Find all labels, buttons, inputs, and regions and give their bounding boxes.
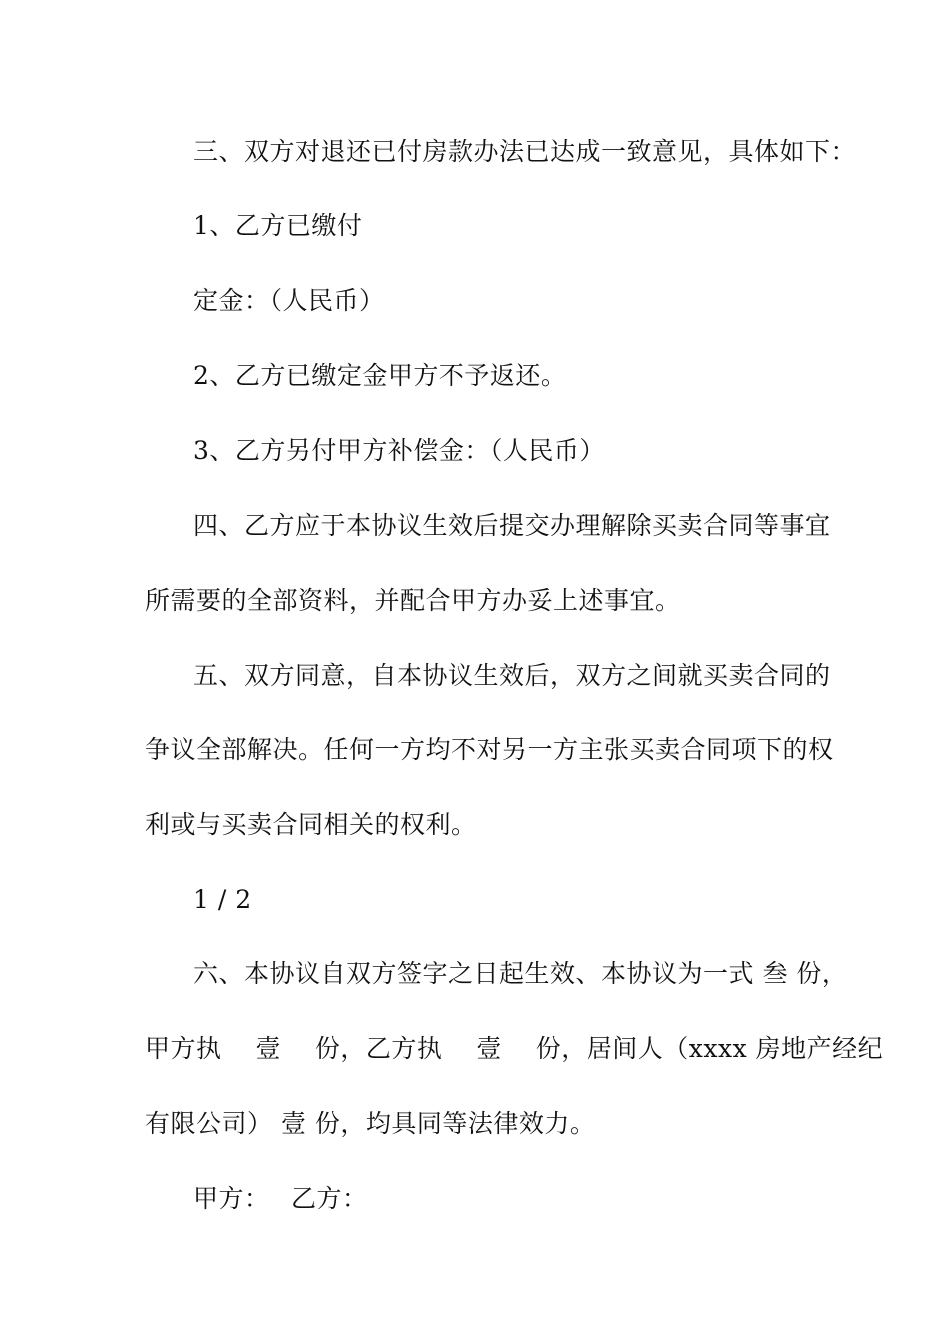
- clause-3-item-1: 1、乙方已缴付: [193, 211, 363, 240]
- clause-6-line-1: 六、本协议自双方签字之日起生效、本协议为一式 叁 份，: [193, 959, 848, 988]
- clause-6-line-2: 甲方执 壹 份，乙方执 壹 份，居间人（xxxx 房地产经纪: [145, 1034, 884, 1063]
- clause-3-item-3: 3、乙方另付甲方补偿金：（人民币）: [193, 436, 605, 465]
- signature-line: 甲方： 乙方：: [193, 1184, 368, 1213]
- page-number: 1 / 2: [193, 885, 252, 914]
- clause-5-line-1: 五、双方同意，自本协议生效后，双方之间就买卖合同的: [193, 661, 831, 690]
- clause-4-line-2: 所需要的全部资料，并配合甲方办妥上述事宜。: [145, 586, 681, 615]
- clause-5-line-2: 争议全部解决。任何一方均不对另一方主张买卖合同项下的权: [145, 735, 834, 764]
- clause-3-heading: 三、双方对退还已付房款办法已达成一致意见，具体如下：: [193, 137, 857, 166]
- clause-6-line-3: 有限公司） 壹 份，均具同等法律效力。: [145, 1109, 596, 1138]
- deposit-line: 定金：（人民币）: [193, 286, 385, 315]
- clause-4-line-1: 四、乙方应于本协议生效后提交办理解除买卖合同等事宜: [193, 511, 831, 540]
- clause-3-item-2: 2、乙方已缴定金甲方不予返还。: [193, 361, 567, 390]
- clause-5-line-3: 利或与买卖合同相关的权利。: [145, 810, 477, 839]
